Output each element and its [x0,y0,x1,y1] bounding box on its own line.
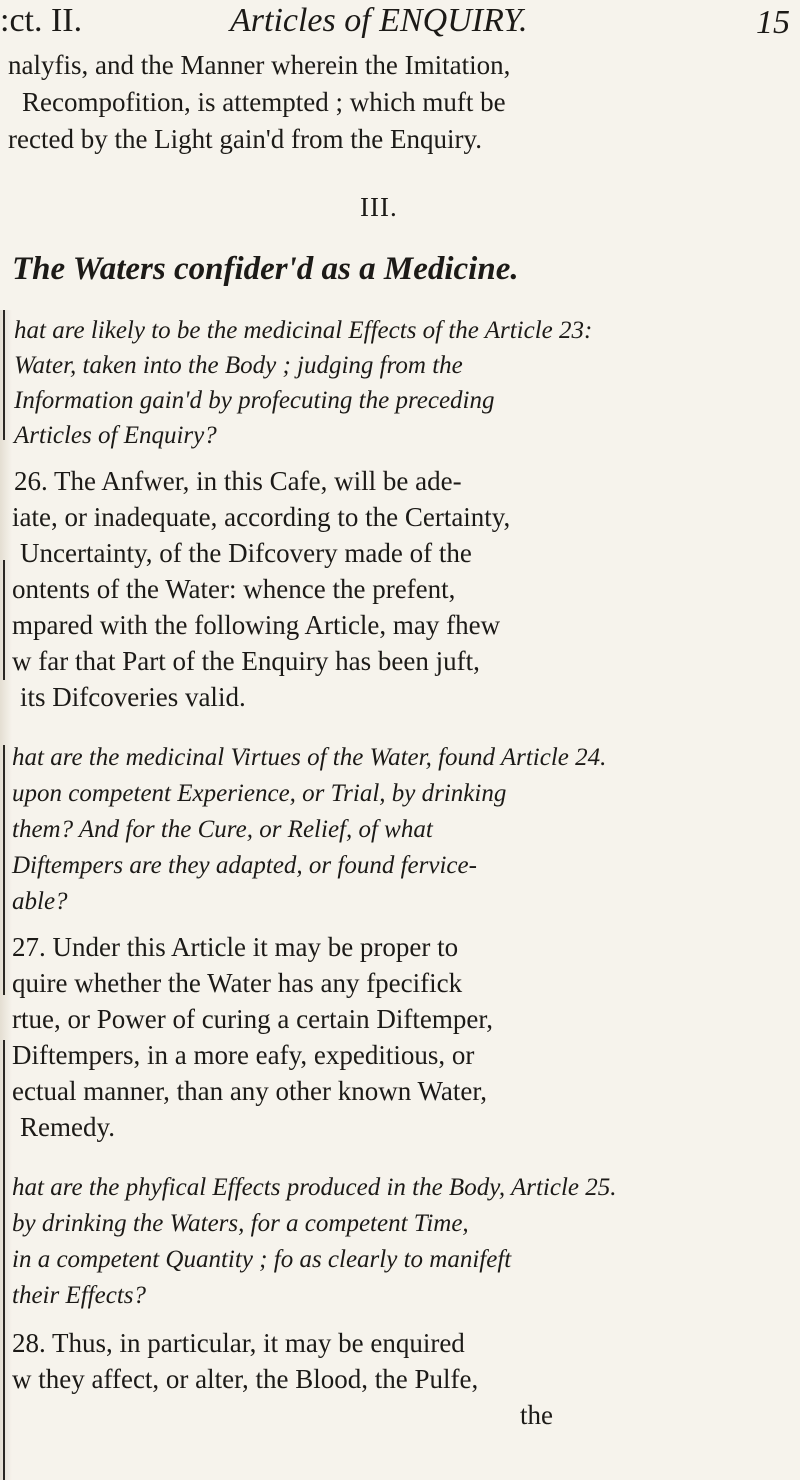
article-24-query: upon competent Experience, or Trial, by drinking [12,780,507,807]
paragraph-26-line: its Difcoveries valid. [20,682,246,712]
margin-rule [3,745,5,995]
article-24-query: them? And for the Cure, or Relief, of what [12,816,433,843]
paragraph-27-line: quire whether the Water has any fpecifick [12,968,463,998]
margin-rule [3,310,5,440]
article-24-query: able? [12,888,68,915]
catchword: the [520,1400,553,1430]
article-25-query: by drinking the Waters, for a competent Time, [12,1210,469,1237]
paragraph-27-line: rtue, or Power of curing a certain Diftemper, [12,1004,493,1034]
paragraph-26-line: ontents of the Water: whence the prefent, [12,574,456,604]
page-number: 15 [756,4,790,41]
article-25-query: hat are the phyfical Effects produced in the Body, Article 25. [12,1174,617,1201]
text-line: nalyfis, and the Manner wherein the Imitation, [8,50,511,80]
section-number: III. [360,192,398,222]
chapter-ref: :ct. II. [0,2,83,39]
article-23-query: Information gain'd by profecuting the preceding [14,387,495,414]
section-title: The Waters confider'd as a Medicine. [12,251,519,287]
paragraph-26-line: iate, or inadequate, according to the Certainty, [12,502,511,532]
page-gutter-shadow [0,310,12,1480]
paragraph-26-line: Uncertainty, of the Difcovery made of the [20,538,472,568]
text-line: rected by the Light gain'd from the Enquiry. [8,124,482,154]
paragraph-27-line: Diftempers, in a more eafy, expeditious, or [12,1040,475,1070]
paragraph-27-line: ectual manner, than any other known Water, [12,1076,487,1106]
paragraph-26-line: mpared with the following Article, may fhew [12,610,501,640]
running-title: Articles of ENQUIRY. [230,2,528,39]
text-line: Recompofition, is attempted ; which muft be [22,87,506,117]
paragraph-27-line: Remedy. [20,1112,115,1142]
article-25-query: in a competent Quantity ; fo as clearly to manifeft [12,1246,512,1273]
article-23-query: Water, taken into the Body ; judging from the [14,352,463,379]
paragraph-28-line: 28. Thus, in particular, it may be enquired [12,1328,465,1358]
paragraph-28-line: w they affect, or alter, the Blood, the Pulfe, [12,1364,479,1394]
margin-rule [3,560,5,680]
paragraph-26-line: w far that Part of the Enquiry has been juft, [12,646,480,676]
paragraph-26-line: 26. The Anfwer, in this Cafe, will be ade- [14,466,462,496]
article-24-query: hat are the medicinal Virtues of the Water, found Article 24. [12,744,607,771]
running-header [0,0,800,46]
paragraph-27-line: 27. Under this Article it may be proper to [12,932,459,962]
article-24-query: Diftempers are they adapted, or found fervice- [12,852,477,879]
margin-rule [3,1040,5,1480]
article-23-query: Articles of Enquiry? [14,422,217,449]
article-25-query: their Effects? [12,1282,146,1309]
article-23-query: hat are likely to be the medicinal Effects of the Article 23: [14,317,593,344]
